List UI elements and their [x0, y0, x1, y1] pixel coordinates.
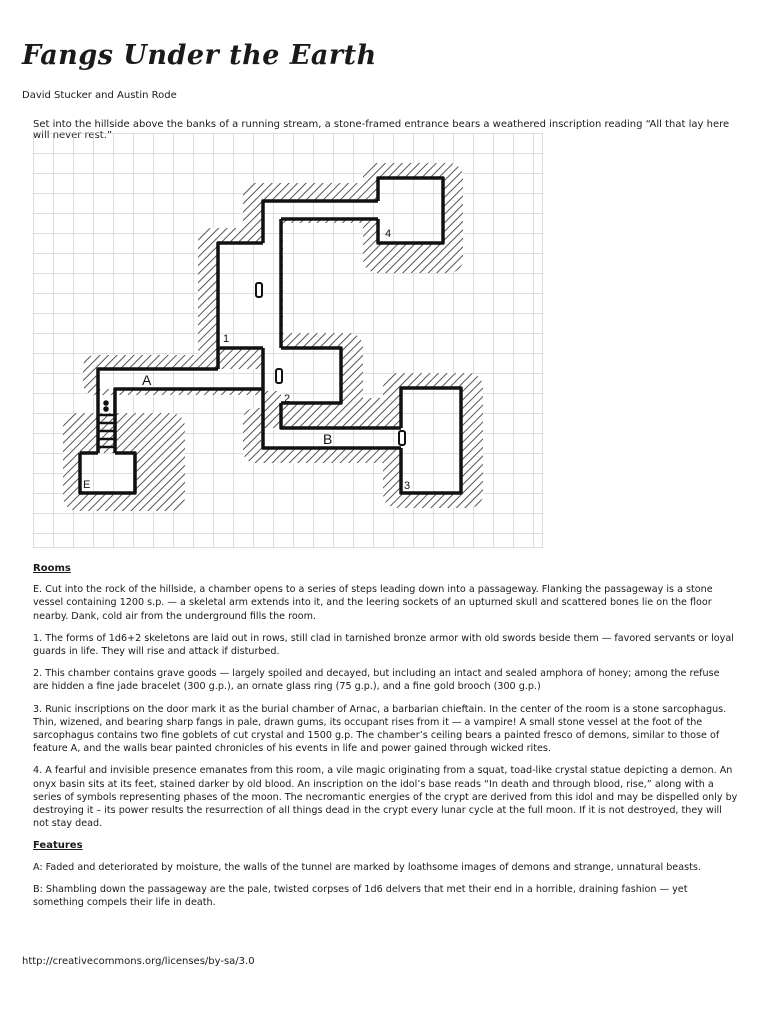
label-room-2: 2 — [284, 393, 291, 405]
feature-a-description: A: Faded and deteriorated by moisture, the walls of the tunnel are marked by loathsome images of demons and strange, unnatural beasts. — [33, 861, 701, 873]
rooms-heading: Rooms — [33, 563, 71, 574]
door-room-1 — [256, 283, 262, 297]
feature-b-description: B: Shambling down the passageway are the pale, twisted corpses of 1d6 delvers that met their end in a horrible, draining fashion — yet something compels their life in death. — [33, 883, 688, 909]
label-feature-b: B — [323, 431, 333, 447]
license-link[interactable]: http://creativecommons.org/licenses/by-sa/3.0 — [22, 956, 255, 967]
room-e-description: E. Cut into the rock of the hillside, a chamber opens to a series of steps leading down into a passageway. Flanking the passageway is a stone vessel containing 1200 s.p. — a skeletal arm extends into it, and the leering sockets of an upturned skull and scattered bones lie on the floor nearby. Dank, cold air from the underground fills the room. — [33, 584, 713, 622]
label-room-e: E — [83, 479, 91, 491]
door-room-2 — [276, 369, 282, 383]
room-2-description: 2. This chamber contains grave goods — largely spoiled and decayed, but including an intact and sealed amphora of honey; among the refuse are hidden a fine jade bracelet (300 g.p.), an ornate glass ring (75 g.p.), and a fine gold brooch (300 g.p.) — [33, 668, 720, 693]
label-room-4: 4 — [385, 228, 392, 240]
room-1-description: 1. The forms of 1d6+2 skeletons are laid out in rows, still clad in tarnished bronze armor with old swords beside them — favored servants or loyal guards in life. They will rise and attack if disturbed. — [33, 632, 734, 658]
label-feature-a: A — [142, 372, 152, 388]
authors: David Stucker and Austin Rode — [22, 90, 177, 101]
room-3-description: 3. Runic inscriptions on the door mark it as the burial chamber of Arnac, a barbarian chieftain. In the center of the room is a stone sarcophagus. Thin, wizened, and bearing sharp fangs in pale, drawn gums, its occupant rises from it — a vampire! A small stone vessel at the foot of the sarcophagus contains two fine goblets of cut crystal and 1500 g.p. The chamber’s ceiling bears a painted fresco of demons, similar to those of feature A, and the walls bear painted chronicles of his events in life and power gained through wicked rites. — [33, 703, 727, 755]
page-title: Fangs Under the Earth — [22, 40, 377, 71]
room-4-description: 4. A fearful and invisible presence emanates from this room, a vile magic originating from a squat, toad-like crystal statue depicting a demon. An onyx basin sits at its feet, stained darker by old blood. An inscription on the idol’s base reads “In death and through blood, rise,” along with a series of symbols representing phases of the moon. The necromantic energies of the crypt are derived from this idol and may be dispelled only by destroying it – its power results the resurrection of all things dead in the crypt every lunar cycle at the full moon. If it is not destroyed, they will not stay dead. — [33, 765, 738, 830]
features-heading: Features — [33, 840, 83, 852]
label-room-3: 3 — [404, 480, 411, 492]
label-room-1: 1 — [223, 333, 230, 345]
body-text — [33, 562, 738, 918]
intro-text: Set into the hillside above the banks of a running stream, a stone-framed entrance bears a weathered inscription reading “All that lay here — [33, 119, 730, 130]
door-room-3 — [399, 431, 405, 445]
dungeon-map — [33, 133, 543, 548]
